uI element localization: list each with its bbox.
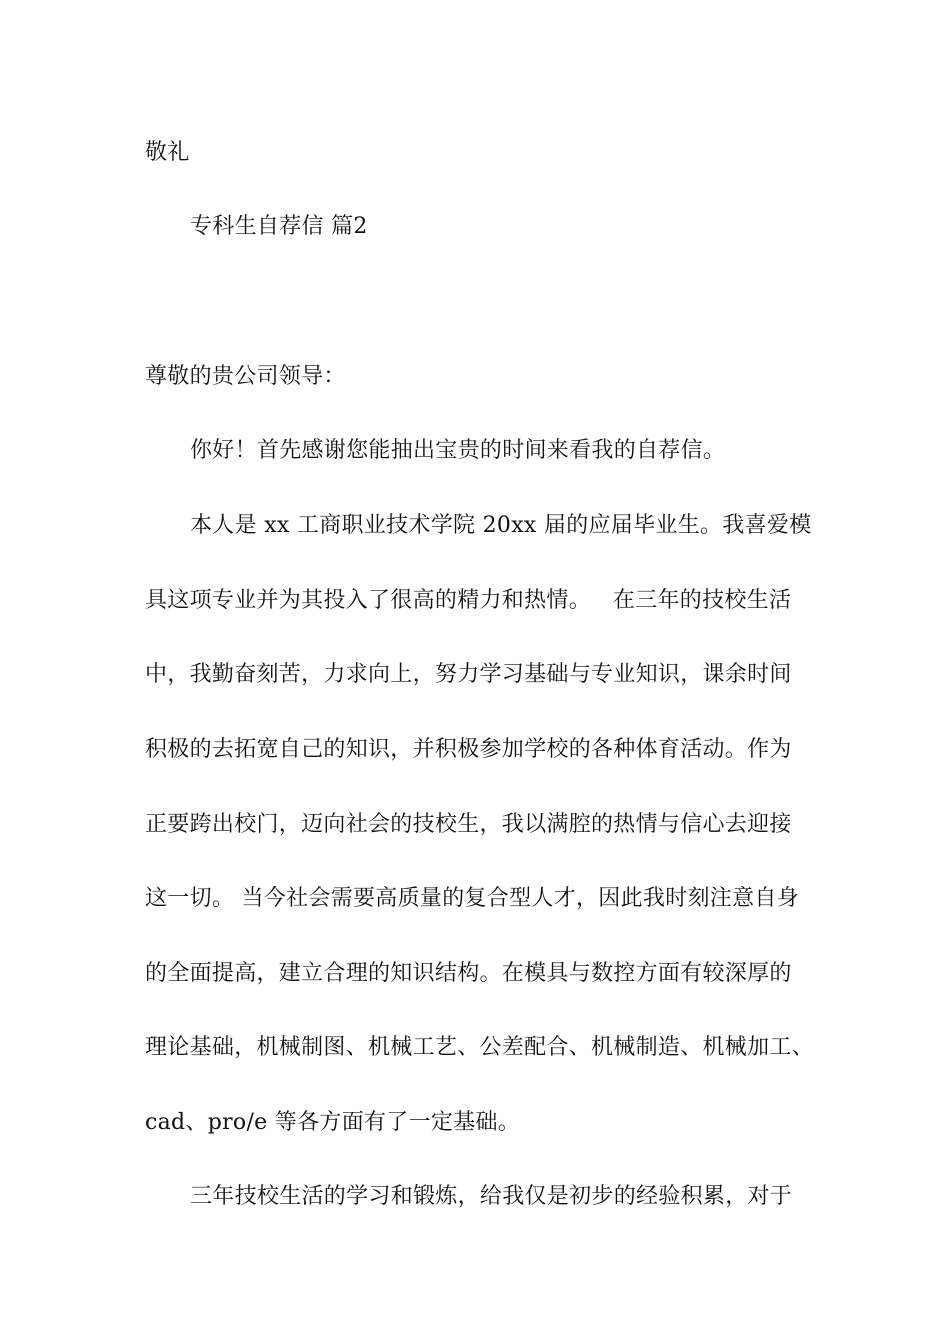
paragraph-3-line-1: 三年技校生活的学习和锻炼，给我仅是初步的经验积累，对于 (190, 1184, 793, 1209)
paragraph-2-line-5: 正要跨出校门，迈向社会的技校生，我以满腔的热情与信心去迎接 (145, 812, 792, 837)
paragraph-2-line-9: cad、pro/e 等各方面有了一定基础。 (145, 1110, 521, 1135)
paragraph-2-line-7: 的全面提高，建立合理的知识结构。在模具与数控方面有较深厚的 (145, 961, 792, 986)
paragraph-2-line-8: 理论基础，机械制图、机械工艺、公差配合、机械制造、机械加工、 (145, 1035, 815, 1060)
salutation: 尊敬的贵公司领导： (145, 364, 346, 389)
paragraph-1-line-1: 你好！首先感谢您能抽出宝贵的时间来看我的自荐信。 (190, 438, 726, 463)
paragraph-2-line-4: 积极的去拓宽自己的知识，并积极参加学校的各种体育活动。作为 (145, 737, 792, 762)
closing-text: 敬礼 (145, 140, 190, 165)
paragraph-2-line-3: 中，我勤奋刻苦，力求向上，努力学习基础与专业知识，课余时间 (145, 662, 792, 687)
section-title: 专科生自荐信 篇2 (190, 214, 368, 239)
paragraph-2-line-1: 本人是 xx 工商职业技术学院 20xx 届的应届毕业生。我喜爱模 (190, 513, 812, 538)
paragraph-2-line-6: 这一切。 当今社会需要高质量的复合型人才，因此我时刻注意自身 (145, 886, 799, 911)
paragraph-2-line-2: 具这项专业并为其投入了很高的精力和热情。 在三年的技校生活 (145, 588, 792, 613)
